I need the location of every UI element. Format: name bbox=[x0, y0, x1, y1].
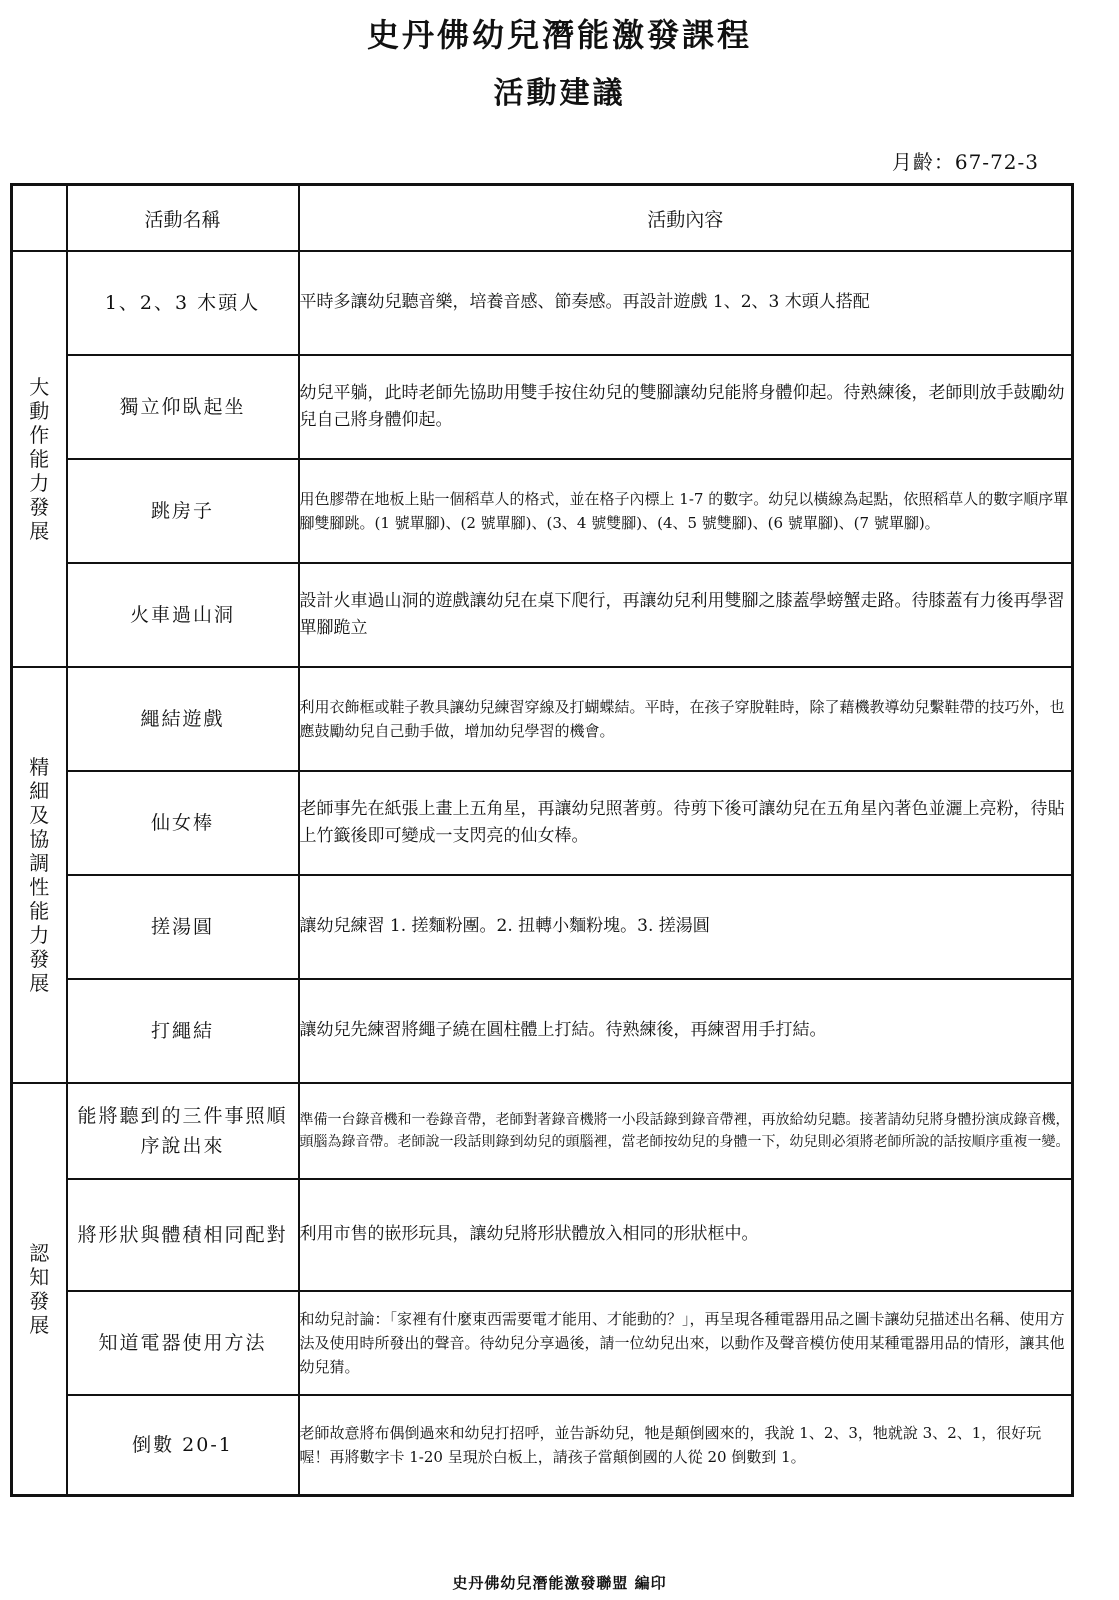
document-subtitle: 活動建議 bbox=[493, 76, 626, 111]
activity-name: 繩結遊戲 bbox=[67, 667, 299, 771]
activity-content: 老師故意將布偶倒過來和幼兒打招呼，並告訴幼兒，牠是顛倒國來的，我說 1、2、3，牠就說 3、2、1，很好玩喔！再將數字卡 1-20 呈現於白板上，請孩子當顛倒國的人從 20 倒數到 1。 bbox=[299, 1395, 1073, 1495]
document-title: 史丹佛幼兒潛能激發課程 bbox=[366, 16, 752, 54]
table-row bbox=[12, 251, 1073, 355]
activity-name: 跳房子 bbox=[67, 459, 299, 563]
activity-name: 倒數 20-1 bbox=[67, 1395, 299, 1495]
activity-content: 讓幼兒練習 1. 搓麵粉團。2. 扭轉小麵粉塊。3. 搓湯圓 bbox=[299, 875, 1073, 979]
activity-table bbox=[10, 183, 1074, 1497]
category-label: 大動作能力發展 bbox=[29, 375, 50, 543]
table-row bbox=[12, 667, 1073, 771]
publisher-footer: 史丹佛幼兒潛能激發聯盟 編印 bbox=[452, 1574, 667, 1592]
table-row bbox=[12, 1179, 1073, 1291]
activity-content-header: 活動內容 bbox=[299, 185, 1073, 252]
activity-content: 讓幼兒先練習將繩子繞在圓柱體上打結。待熟練後，再練習用手打結。 bbox=[299, 979, 1073, 1083]
activity-name: 知道電器使用方法 bbox=[67, 1291, 299, 1395]
activity-name: 仙女棒 bbox=[67, 771, 299, 875]
activity-content: 平時多讓幼兒聽音樂，培養音感、節奏感。再設計遊戲 1、2、3 木頭人搭配 bbox=[299, 251, 1073, 355]
table-row bbox=[12, 355, 1073, 459]
table-row bbox=[12, 1395, 1073, 1495]
table-row bbox=[12, 563, 1073, 667]
activity-name: 1、2、3 木頭人 bbox=[67, 251, 299, 355]
table-header-row bbox=[12, 185, 1073, 252]
activity-name: 打繩結 bbox=[67, 979, 299, 1083]
activity-content: 設計火車過山洞的遊戲讓幼兒在桌下爬行，再讓幼兒利用雙腳之膝蓋學螃蟹走路。待膝蓋有力後再學習單腳跪立 bbox=[299, 563, 1073, 667]
table-row bbox=[12, 1291, 1073, 1395]
table-row bbox=[12, 875, 1073, 979]
activity-name-header: 活動名稱 bbox=[67, 185, 299, 252]
activity-name: 能將聽到的三件事照順序說出來 bbox=[67, 1083, 299, 1179]
category-fine-motor bbox=[12, 667, 67, 1083]
activity-content: 用色膠帶在地板上貼一個稻草人的格式，並在格子內標上 1-7 的數字。幼兒以橫線為起點，依照稻草人的數字順序單腳雙腳跳。(1 號單腳)、(2 號單腳)、(3、4 號雙腳)、(4、5 號雙腳)、(6 號單腳)、(7 號單腳)。 bbox=[299, 459, 1073, 563]
category-gross-motor bbox=[12, 251, 67, 667]
table-row bbox=[12, 979, 1073, 1083]
table-row bbox=[12, 1083, 1073, 1179]
activity-content: 老師事先在紙張上畫上五角星，再讓幼兒照著剪。待剪下後可讓幼兒在五角星內著色並灑上亮粉，待貼上竹籤後即可變成一支閃亮的仙女棒。 bbox=[299, 771, 1073, 875]
activity-name: 火車過山洞 bbox=[67, 563, 299, 667]
category-header-cell bbox=[12, 185, 67, 252]
category-label: 認知發展 bbox=[29, 1240, 50, 1337]
activity-content: 利用衣飾框或鞋子教具讓幼兒練習穿線及打蝴蝶結。平時，在孩子穿脫鞋時，除了藉機教導幼兒繫鞋帶的技巧外，也應鼓勵幼兒自己動手做，增加幼兒學習的機會。 bbox=[299, 667, 1073, 771]
activity-name: 將形狀與體積相同配對 bbox=[67, 1179, 299, 1291]
activity-content: 幼兒平躺，此時老師先協助用雙手按住幼兒的雙腳讓幼兒能將身體仰起。待熟練後，老師則放手鼓勵幼兒自己將身體仰起。 bbox=[299, 355, 1073, 459]
age-range-label: 月齡：67-72-3 bbox=[891, 150, 1039, 174]
activity-content: 準備一台錄音機和一卷錄音帶，老師對著錄音機將一小段話錄到錄音帶裡，再放給幼兒聽。接著請幼兒將身體扮演成錄音機，頭腦為錄音帶。老師說一段話則錄到幼兒的頭腦裡，當老師按幼兒的身體一下，幼兒則必須將老師所說的話按順序重複一變。 bbox=[299, 1083, 1073, 1179]
activity-content: 和幼兒討論：「家裡有什麼東西需要電才能用、才能動的？」，再呈現各種電器用品之圖卡讓幼兒描述出名稱、使用方法及使用時所發出的聲音。待幼兒分享過後，請一位幼兒出來，以動作及聲音模仿使用某種電器用品的情形，讓其他幼兒猜。 bbox=[299, 1291, 1073, 1395]
table-row bbox=[12, 771, 1073, 875]
category-label: 精細及協調性能力發展 bbox=[29, 755, 50, 995]
activity-name: 搓湯圓 bbox=[67, 875, 299, 979]
activity-name: 獨立仰臥起坐 bbox=[67, 355, 299, 459]
table-row bbox=[12, 459, 1073, 563]
category-cognitive bbox=[12, 1083, 67, 1495]
activity-content: 利用市售的嵌形玩具，讓幼兒將形狀體放入相同的形狀框中。 bbox=[299, 1179, 1073, 1291]
